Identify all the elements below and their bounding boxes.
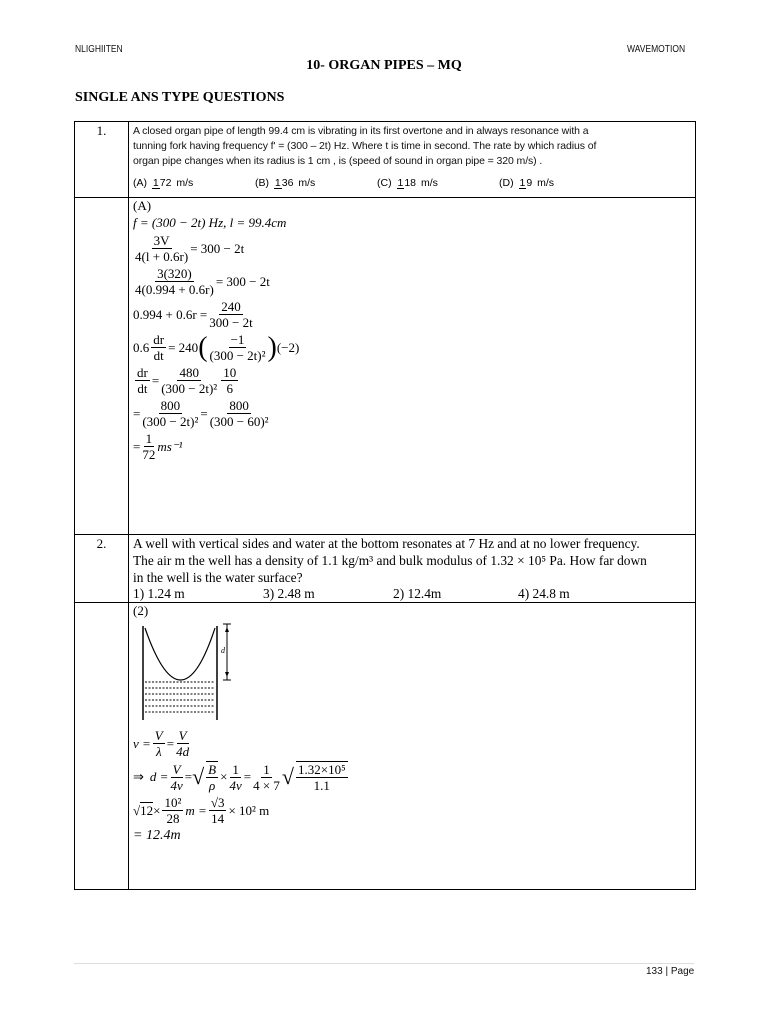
header-right: WAVEMOTION <box>627 44 686 55</box>
q2-sol-line: ⇒ d = $\frac{V}{4v}$ = √ $\frac{B}{\rho}$ × $\frac{1}{4v}$ = $\frac{1}{4 \times 7}$ √ 1.32×10⁵ 1.1 <box>133 761 346 793</box>
q2-sol-line: v = $\frac{V}{\lambda}$ = $\frac{V}{4d}$ <box>133 728 190 759</box>
q1-sol-line: 0.6 $\frac{dr}{dt}$ = 240 ( −1 (300 − 2t)² ) (−2) <box>133 331 300 363</box>
well-diagram-svg <box>133 622 233 722</box>
q1-option-d: (D) 19 m/s <box>499 176 555 189</box>
q1-text-line: A closed organ pipe of length 99.4 cm is vibrating in its first overtone and in always resonance with a <box>133 125 589 137</box>
well-depth-label: d <box>221 646 225 655</box>
questions-table <box>74 121 696 890</box>
q2-option-1: 1) 1.24 m <box>133 586 185 601</box>
q1-sol-line: 0.994 + 0.6r = $\frac{240}{300 - 2t}$ <box>133 299 253 330</box>
q1-solution <box>129 198 696 535</box>
page-number: 133 | Page <box>646 966 695 977</box>
q1-text-line: organ pipe changes when its radius is 1 cm , is (speed of sound in organ pipe = 320 m/s) . <box>133 155 543 167</box>
q1-sol-line: $\frac{3V}{4(l + 0.6r)}$ = 300 − 2t <box>135 233 245 264</box>
q1-number: 1. <box>75 122 129 198</box>
q2-text-line: The air m the well has a density of 1.1 kg/m³ and bulk modulus of 1.32 × 10⁵ Pa. How far down <box>133 553 647 568</box>
section-heading: SINGLE ANS TYPE QUESTIONS <box>75 90 285 105</box>
q1-options <box>133 172 691 194</box>
q2-option-2: 2) 12.4m <box>393 586 442 601</box>
q1-sol-line: $\frac{3(320)}{4(0.994 + 0.6r)}$ = 300 − 2t <box>135 266 270 297</box>
q2-options <box>133 586 691 602</box>
q1-sol-line: f = (300 − 2t) Hz, l = 99.4cm <box>133 215 287 230</box>
q1-answer: (A) <box>133 198 152 213</box>
q1-question <box>129 122 696 198</box>
q2-sol-line: √ 12 × $\frac{\text{10²}}{28}$ m = $\frac{√3}{14}$ × 10² m <box>133 795 270 826</box>
q1-option-a: (A) 172 m/s <box>133 176 194 189</box>
q2-solution-row <box>75 603 696 890</box>
q1-sol-line: = $\frac{1}{72}$ ms⁻¹ <box>133 431 183 462</box>
document-title: 10- ORGAN PIPES – MQ <box>306 58 462 73</box>
q2-solution <box>129 603 696 890</box>
q1-option-c: (C) 118 m/s <box>377 176 438 189</box>
q2-question <box>129 535 696 603</box>
q2-row <box>75 535 696 603</box>
q2-answer: (2) <box>133 603 149 618</box>
q2-option-4: 4) 24.8 m <box>518 586 570 601</box>
footer-rule <box>74 963 694 964</box>
well-diagram <box>133 622 233 722</box>
q2-sol-line: = 12.4m <box>133 828 181 843</box>
q2-text-line: A well with vertical sides and water at the bottom resonates at 7 Hz and at no lower frequency. <box>133 536 640 551</box>
q2-option-3: 3) 2.48 m <box>263 586 315 601</box>
q1-row <box>75 122 696 198</box>
header-left: NLIGHIITEN <box>75 44 123 55</box>
q1-solution-row <box>75 198 696 535</box>
q1-option-b: (B) 136 m/s <box>255 176 316 189</box>
q2-number: 2. <box>75 535 129 603</box>
q1-sol-line: = $\frac{800}{\text{(300 − 2t)²}}$ = $\frac{800}{\text{(300 − 60)²}}$ <box>133 398 269 429</box>
q1-text <box>133 122 691 169</box>
q2-text-line: in the well is the water surface? <box>133 570 303 585</box>
q1-sol-line: $\frac{dr}{dt}$ = $\frac{480}{\text{(300 − 2t)²}}$ 10 6 <box>137 365 237 396</box>
q1-text-line: tunning fork having frequency f' = (300 – 2t) Hz. Where t is time in second. The rate by which radius of <box>133 140 597 152</box>
